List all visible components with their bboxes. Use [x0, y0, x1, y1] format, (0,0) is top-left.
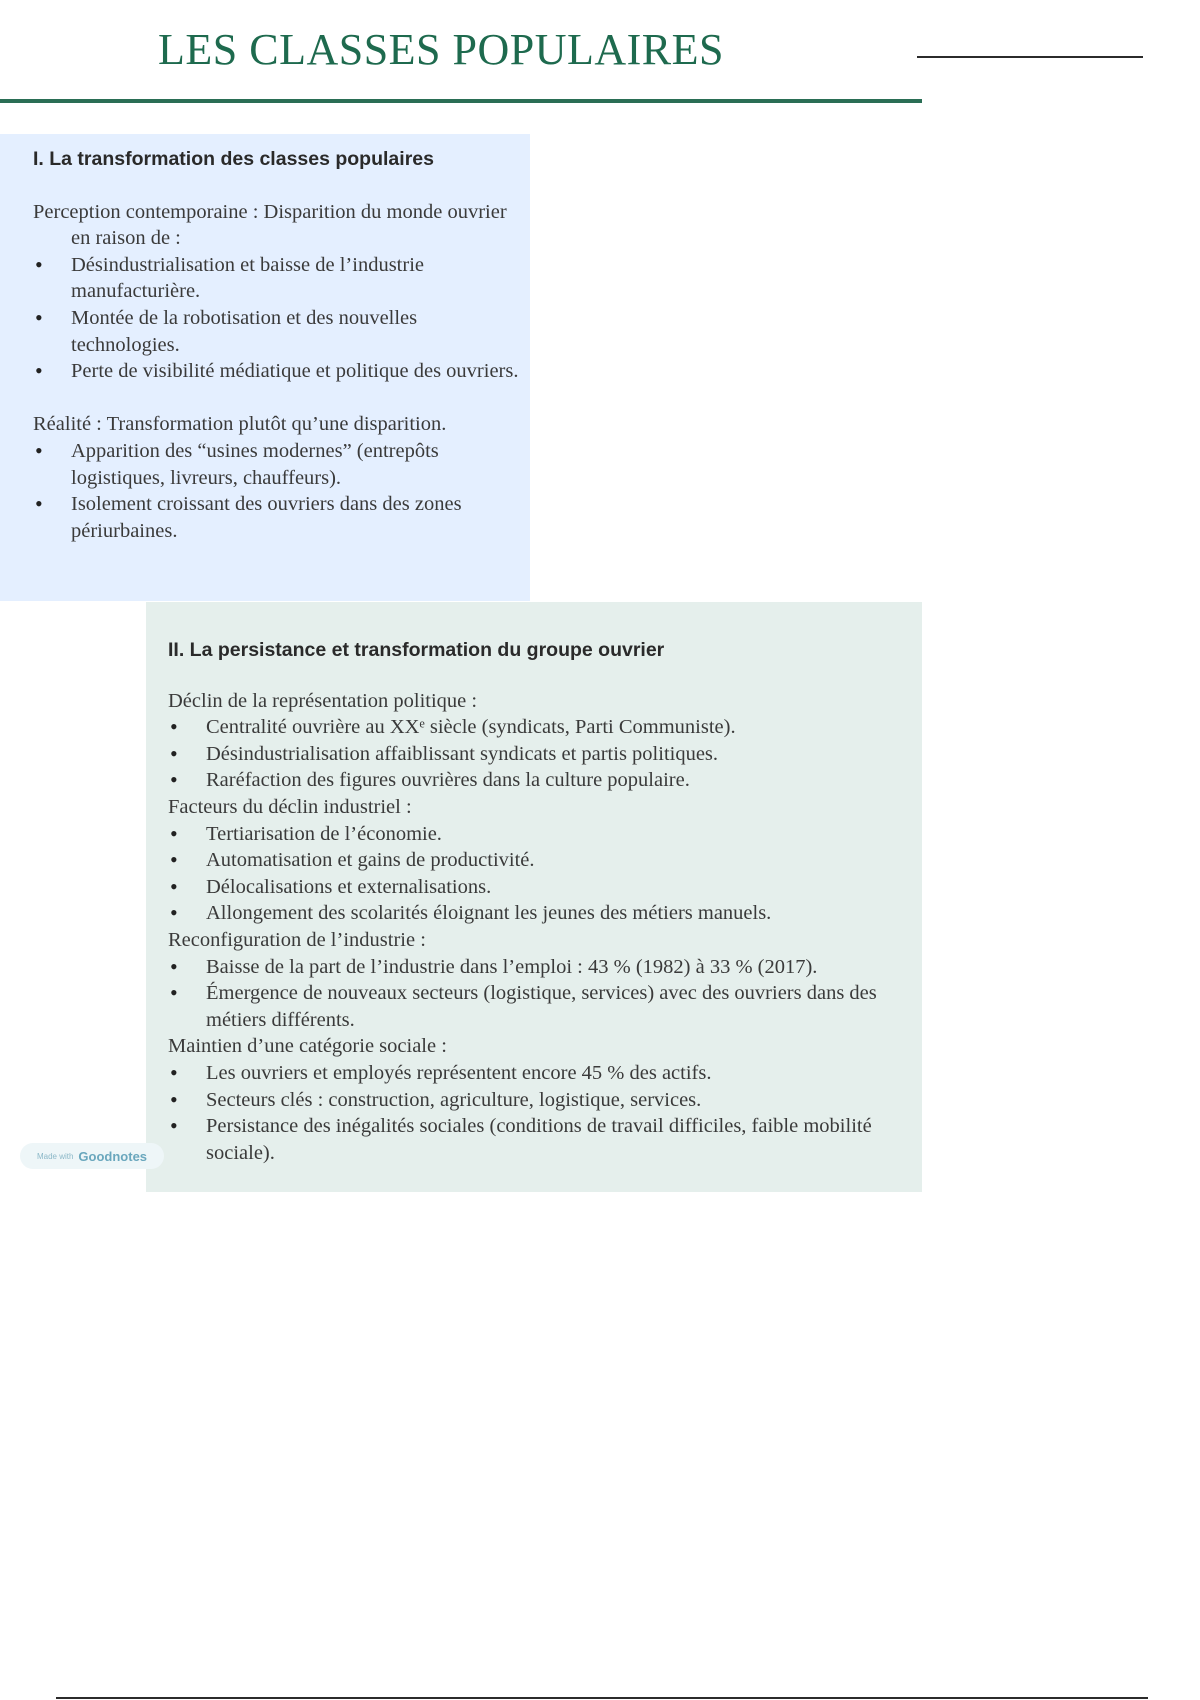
- list-item: • Désindustrialisation et baisse de l’industrie manufacturière.: [33, 252, 522, 305]
- group-lead: Reconfiguration de l’industrie :: [168, 928, 426, 951]
- list-item: • Secteurs clés : construction, agriculture, logistique, services.: [168, 1087, 916, 1114]
- group-list: [168, 1060, 916, 1166]
- perception-lead: Perception contemporaine : Disparition du monde ouvrier en raison de :: [33, 200, 507, 250]
- list-item: • Centralité ouvrière au XXᵉ siècle (syndicats, Parti Communiste).: [168, 714, 916, 741]
- list-item: • Tertiarisation de l’économie.: [168, 821, 916, 848]
- group-list: [168, 954, 916, 1034]
- list-item: • Délocalisations et externalisations.: [168, 874, 916, 901]
- list-item: • Isolement croissant des ouvriers dans des zones périurbaines.: [33, 491, 522, 544]
- reality-list: [33, 438, 522, 544]
- list-item: • Persistance des inégalités sociales (conditions de travail difficiles, faible mobilité sociale).: [168, 1113, 916, 1166]
- list-item: • Perte de visibilité médiatique et politique des ouvriers.: [33, 358, 522, 385]
- list-item: • Automatisation et gains de productivité.: [168, 847, 916, 874]
- list-item: • Apparition des “usines modernes” (entrepôts logistiques, livreurs, chauffeurs).: [33, 438, 522, 491]
- section-heading: II. La persistance et transformation du groupe ouvrier: [168, 639, 665, 661]
- page-title: LES CLASSES POPULAIRES: [158, 25, 725, 74]
- goodnotes-watermark: [20, 1143, 164, 1169]
- top-right-line: [917, 56, 1143, 58]
- list-item: • Désindustrialisation affaiblissant syndicats et partis politiques.: [168, 741, 916, 768]
- list-item: • Montée de la robotisation et des nouvelles technologies.: [33, 305, 522, 358]
- bottom-line: [56, 1697, 1148, 1699]
- section-persistance: [146, 602, 922, 1192]
- list-item: • Baisse de la part de l’industrie dans l’emploi : 43 % (1982) à 33 % (2017).: [168, 954, 916, 981]
- section-heading: I. La transformation des classes populaires: [33, 148, 434, 170]
- group-list: [168, 714, 916, 794]
- group-lead: Facteurs du déclin industriel :: [168, 795, 412, 818]
- list-item: • Émergence de nouveaux secteurs (logistique, services) avec des ouvriers dans des métiers différents.: [168, 980, 916, 1033]
- perception-list: [33, 252, 522, 385]
- title-underline: [0, 99, 922, 103]
- group-lead: Déclin de la représentation politique :: [168, 689, 478, 712]
- list-item: • Les ouvriers et employés représentent encore 45 % des actifs.: [168, 1060, 916, 1087]
- section-transformation: [0, 134, 530, 601]
- list-item: • Allongement des scolarités éloignant les jeunes des métiers manuels.: [168, 900, 916, 927]
- watermark-brand: Goodnotes: [78, 1148, 148, 1164]
- watermark-prefix: Made with: [36, 1151, 74, 1161]
- paragraph-gap: [33, 385, 522, 412]
- group-lead: Maintien d’une catégorie sociale :: [168, 1035, 447, 1058]
- group-list: [168, 821, 916, 927]
- list-item: • Raréfaction des figures ouvrières dans la culture populaire.: [168, 767, 916, 794]
- reality-lead: Réalité : Transformation plutôt qu’une disparition.: [33, 413, 447, 436]
